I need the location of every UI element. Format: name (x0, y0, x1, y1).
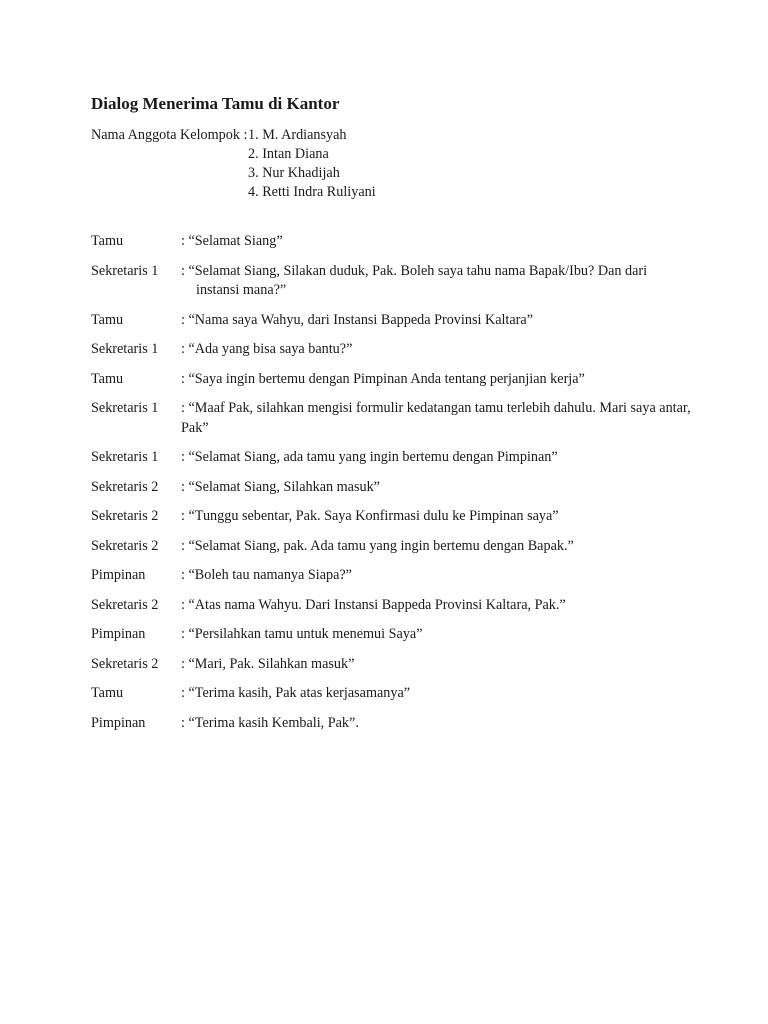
speaker-name: Sekretaris 1 (91, 341, 159, 357)
dialog-text: : “Saya ingin bertemu dengan Pimpinan Anda tentang perjanjian kerja” (181, 370, 585, 387)
dialog-line (91, 566, 691, 586)
dialog-line (91, 684, 691, 704)
speaker-name: Sekretaris 2 (91, 537, 159, 554)
member-name: 3. Nur Khadijah (248, 165, 340, 181)
dialog-text: : “Selamat Siang, Silakan duduk, Pak. Boleh saya tahu nama Bapak/Ibu? Dan dari instansi mana?” (181, 262, 648, 298)
dialog-text: : “Nama saya Wahyu, dari Instansi Bappeda Provinsi Kaltara” (181, 311, 533, 328)
dialog-line (91, 370, 691, 390)
dialog-text: : “Atas nama Wahyu. Dari Instansi Bappeda Provinsi Kaltara, Pak.” (181, 596, 566, 613)
dialog-line (91, 262, 691, 301)
speaker-name: Tamu (91, 233, 124, 249)
dialog-line (91, 596, 691, 616)
speaker-name: Sekretaris 1 (91, 400, 159, 416)
group-members (91, 126, 376, 202)
dialog-text: : “Ada yang bisa saya bantu?” (181, 341, 353, 357)
member-name: 2. Intan Diana (248, 146, 329, 162)
dialog-line (91, 478, 691, 498)
dialog-line (91, 340, 691, 360)
member-row (91, 145, 376, 164)
dialog-text: : “Selamat Siang” (181, 233, 283, 249)
dialog-list (91, 232, 691, 733)
speaker-name: Tamu (91, 370, 124, 387)
speaker-name: Tamu (91, 311, 124, 328)
members-label: Nama Anggota Kelompok : (91, 127, 248, 143)
dialog-line (91, 655, 691, 675)
speaker-name: Pimpinan (91, 567, 146, 583)
speaker-name: Tamu (91, 685, 124, 701)
speaker-name: Sekretaris 2 (91, 478, 159, 495)
dialog-text: : “Maaf Pak, silahkan mengisi formulir kedatangan tamu terlebih dahulu. Mari saya antar, Pak” (181, 400, 691, 436)
dialog-line (91, 714, 691, 734)
document-title: Dialog Menerima Tamu di Kantor (91, 94, 340, 113)
speaker-name: Pimpinan (91, 626, 146, 642)
speaker-name: Sekretaris 1 (91, 449, 159, 465)
dialog-text: : “Tunggu sebentar, Pak. Saya Konfirmasi dulu ke Pimpinan saya” (181, 508, 559, 524)
dialog-line (91, 399, 691, 438)
dialog-text: : “Selamat Siang, pak. Ada tamu yang ingin bertemu dengan Bapak.” (181, 537, 574, 554)
speaker-name: Sekretaris 2 (91, 655, 159, 672)
dialog-text: : “Terima kasih, Pak atas kerjasamanya” (181, 685, 411, 701)
dialog-line (91, 448, 691, 468)
members-label-spacer (91, 164, 248, 183)
dialog-line (91, 311, 691, 331)
dialog-text: : “Mari, Pak. Silahkan masuk” (181, 655, 355, 672)
member-row (91, 126, 376, 145)
speaker-name: Sekretaris 1 (91, 262, 159, 279)
dialog-line (91, 625, 691, 645)
dialog-line (91, 507, 691, 527)
dialog-text: : “Terima kasih Kembali, Pak”. (181, 714, 359, 731)
member-name: 1. M. Ardiansyah (248, 127, 347, 143)
dialog-text: : “Selamat Siang, ada tamu yang ingin bertemu dengan Pimpinan” (181, 449, 558, 465)
dialog-line (91, 232, 691, 252)
dialog-text: : “Boleh tau namanya Siapa?” (181, 567, 352, 583)
member-row (91, 164, 376, 183)
member-row (91, 183, 376, 202)
speaker-name: Sekretaris 2 (91, 596, 159, 613)
members-label-spacer (91, 145, 248, 164)
dialog-text: : “Persilahkan tamu untuk menemui Saya” (181, 626, 423, 642)
speaker-name: Pimpinan (91, 714, 146, 731)
speaker-name: Sekretaris 2 (91, 508, 159, 524)
dialog-line (91, 537, 691, 557)
dialog-text: : “Selamat Siang, Silahkan masuk” (181, 478, 380, 495)
member-name: 4. Retti Indra Ruliyani (248, 184, 376, 200)
members-label-spacer (91, 183, 248, 202)
